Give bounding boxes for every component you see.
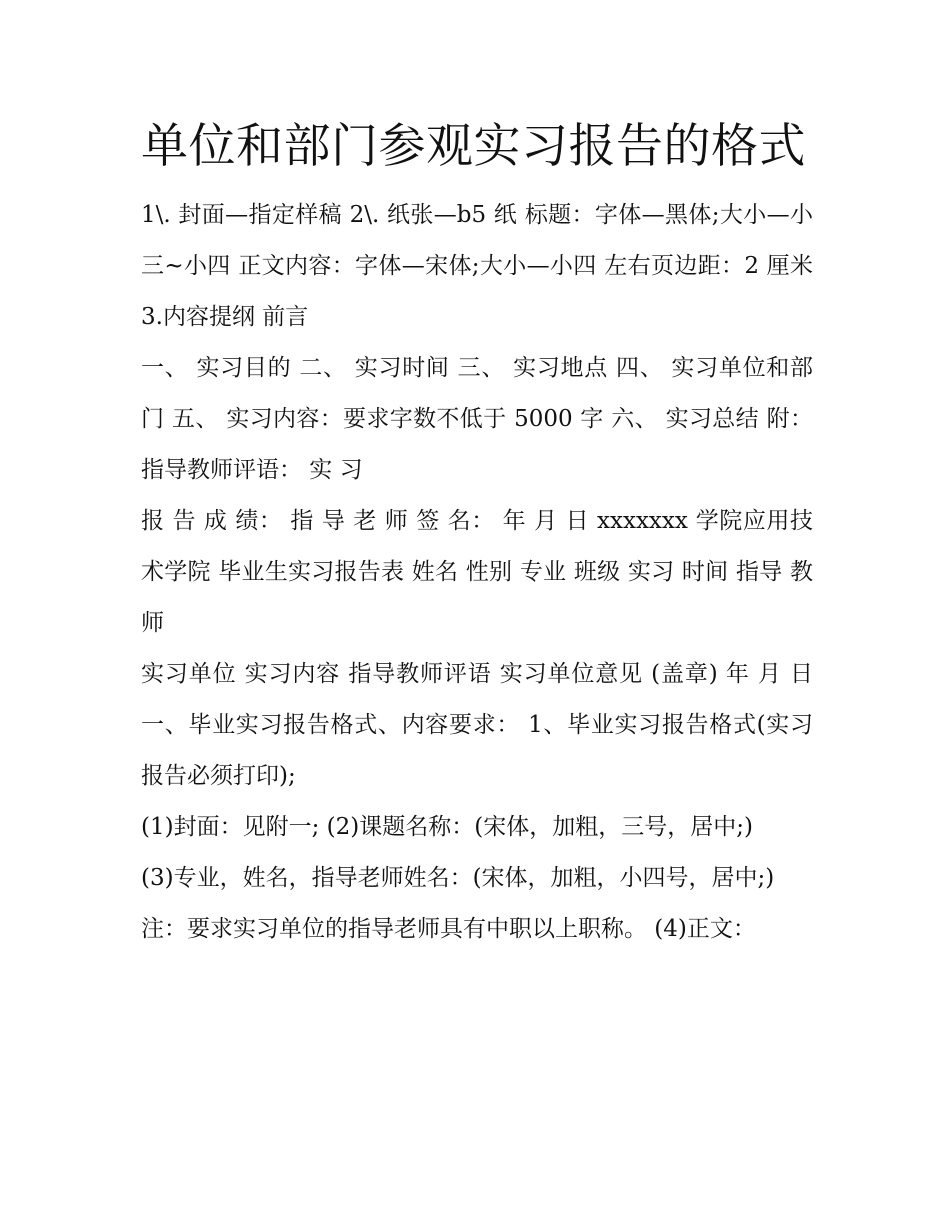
- paragraph-cover-and-title: (1)封面：见附一; (2)课题名称：(宋体，加粗，三号，居中;): [141, 814, 753, 840]
- paragraph-outline-items: 一、 实习目的 二、 实习时间 三、 实习地点 四、 实习单位和部门 五、 实习内容：要求字数不低于 5000 字 六、 实习总结 附：指导教师评语： 实 习: [141, 355, 813, 483]
- paragraph-unit-and-format: 实习单位 实习内容 指导教师评语 实习单位意见 (盖章) 年 月 日 一、毕业实习报告格式、内容要求： 1、毕业实习报告格式(实习报告必须打印);: [141, 661, 813, 789]
- paragraph-major-and-names: (3)专业，姓名，指导老师姓名：(宋体，加粗，小四号，居中;): [141, 865, 775, 891]
- paragraph-note-and-body: 注：要求实习单位的指导老师具有中职以上职称。 (4)正文：: [141, 916, 756, 942]
- paragraph-format-requirements: 1\. 封面—指定样稿 2\. 纸张—b5 纸 标题：字体—黑体;大小—小三~小四 正文内容：字体—宋体;大小—小四 左右页边距：2 厘米 3.内容提纲 前言: [141, 202, 813, 330]
- document-title: 单位和部门参观实习报告的格式: [141, 119, 806, 174]
- paragraph-grade-and-form: 报 告 成 绩： 指 导 老 师 签 名： 年 月 日 xxxxxxx 学院应用技术学院 毕业生实习报告表 姓名 性别 专业 班级 实习 时间 指导 教师: [141, 508, 813, 636]
- document-body: [141, 113, 813, 955]
